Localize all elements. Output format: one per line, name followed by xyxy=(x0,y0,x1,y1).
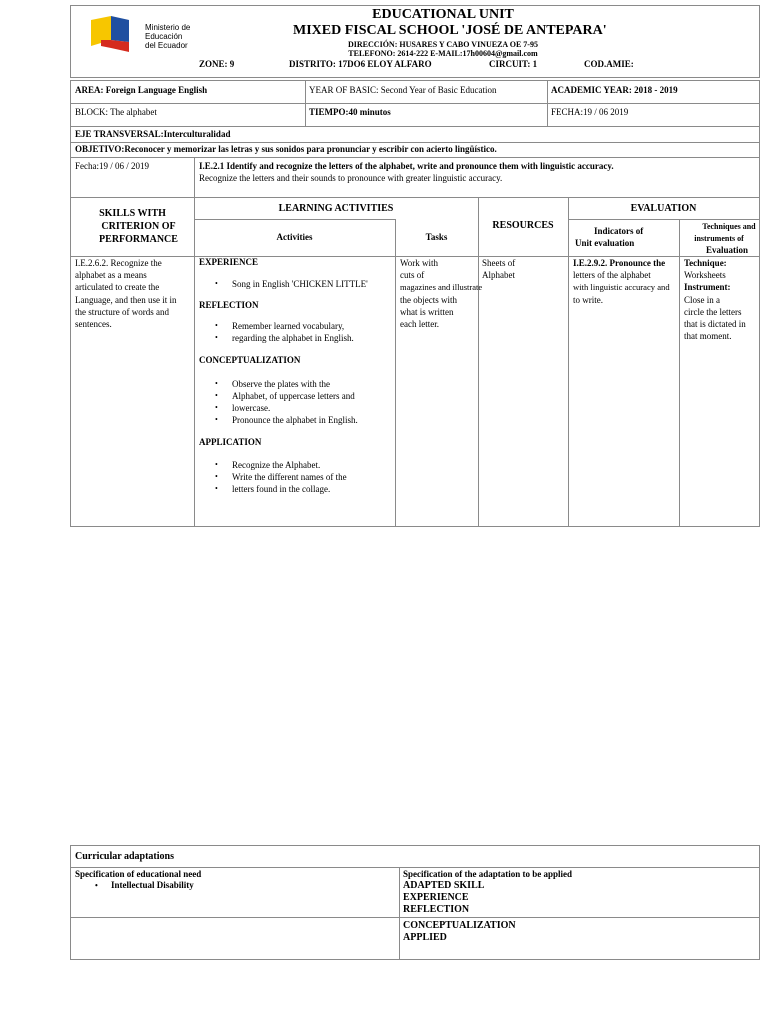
evaluation-header: EVALUATION xyxy=(630,203,697,214)
header-box xyxy=(70,5,760,78)
year-of-basic: YEAR OF BASIC: Second Year of Basic Education xyxy=(309,85,497,95)
school-title-2: MIXED FISCAL SCHOOL 'JOSÉ DE ANTEPARA' xyxy=(293,23,607,38)
school-address: DIRECCIÓN: HUSARES Y CABO VINUEZA OE 7-95 xyxy=(348,40,538,49)
resources-header: RESOURCES xyxy=(492,220,554,231)
district-label: DISTRITO: 17DO6 ELOY ALFARO xyxy=(289,59,432,69)
skills-header-3: PERFORMANCE xyxy=(99,234,178,245)
indicators-header-1: Indicators of xyxy=(594,226,644,236)
zone-label: ZONE: 9 xyxy=(199,59,235,69)
list-item-continuation: • Alphabet, of uppercase letters and xyxy=(199,390,395,402)
spec-header: Specification of the adaptation to be applied xyxy=(403,869,573,879)
conceptualization-title: CONCEPTUALIZATION xyxy=(199,355,301,365)
indicators-text: I.E.2.9.2. Pronounce the letters of the alphabet with linguistic accuracy and to write. xyxy=(573,258,670,305)
list-item-continuation: • lowercase. xyxy=(199,402,395,414)
list-item: • Remember learned vocabulary, xyxy=(199,320,395,332)
application-list xyxy=(199,459,395,495)
codamie-label: COD.AMIE: xyxy=(584,59,634,69)
tasks-header: Tasks xyxy=(425,232,448,242)
list-item: • Recognize the Alphabet. xyxy=(199,459,395,471)
indicators-header-2: Unit evaluation xyxy=(575,238,635,248)
area-label: AREA: Foreign Language English xyxy=(75,85,208,95)
list-item-continuation: • regarding the alphabet in English. xyxy=(199,332,395,344)
list-item: • Song in English 'CHICKEN LITTLE' xyxy=(199,278,395,290)
logo-text-1: Ministerio de xyxy=(145,23,191,32)
circuit-label: CIRCUIT: 1 xyxy=(489,59,538,69)
techniques-header-2: instruments of xyxy=(694,234,744,243)
list-item-continuation: • letters found in the collage. xyxy=(199,483,395,495)
school-phone: TELEFONO: 2614-222 E-MAIL:17h00604@gmail.com xyxy=(348,49,538,58)
list-item: • Observe the plates with the xyxy=(199,378,395,390)
list-item: • Write the different names of the xyxy=(199,471,395,483)
planning-table xyxy=(70,197,760,527)
academic-year: ACADEMIC YEAR: 2018 - 2019 xyxy=(551,85,678,95)
reflection-title: REFLECTION xyxy=(199,300,259,310)
info-table xyxy=(70,80,760,198)
fecha-top: FECHA:19 / 06 2019 xyxy=(551,107,629,117)
fecha-left: Fecha:19 / 06 / 2019 xyxy=(75,161,149,171)
ministry-logo xyxy=(89,16,149,54)
need-header: Specification of educational need xyxy=(75,869,202,879)
tasks-text: Work with cuts of magazines and illustrate the objects with what is written each letter. xyxy=(400,258,483,330)
adaptations-table xyxy=(70,845,760,960)
application-title: APPLICATION xyxy=(199,437,262,447)
conceptualization-list xyxy=(199,378,395,426)
spec-lines-2: CONCEPTUALIZATION APPLIED xyxy=(403,920,516,943)
learning-activities-header: LEARNING ACTIVITIES xyxy=(278,203,394,214)
logo-text-2: Educación xyxy=(145,32,183,41)
experience-list xyxy=(199,278,395,290)
activities-cell xyxy=(199,257,395,495)
techniques-header-1: Techniques and xyxy=(702,222,756,231)
skills-text: I.E.2.6.2. Recognize the alphabet as a means articulated to create the Language, and then use it in the structure of words and sentences. xyxy=(75,258,177,330)
block-label: BLOCK: The alphabet xyxy=(75,107,157,117)
resources-text: Sheets of Alphabet xyxy=(482,258,516,281)
objetivo: OBJETIVO:Reconocer y memorizar las letras y sus sonidos para pronunciar y escribir con acierto lingüístico. xyxy=(75,144,497,154)
adaptations-title: Curricular adaptations xyxy=(75,851,174,862)
need-list xyxy=(75,880,194,891)
activities-header: Activities xyxy=(276,232,313,242)
logo-text-3: del Ecuador xyxy=(145,41,188,50)
skills-header-2: CRITERION OF xyxy=(101,221,176,232)
list-item: • Pronounce the alphabet in English. xyxy=(199,414,395,426)
school-title-1: EDUCATIONAL UNIT xyxy=(372,7,514,22)
eje-transversal: EJE TRANSVERSAL:Interculturalidad xyxy=(75,129,231,139)
ecuador-flag-icon xyxy=(89,16,149,54)
ie-line-1: I.E.2.1 Identify and recognize the letters of the alphabet, write and pronounce them with linguistic accuracy. xyxy=(199,161,614,171)
techniques-header-3: Evaluation xyxy=(705,245,748,255)
skills-header-1: SKILLS WITH xyxy=(99,208,166,219)
tiempo-label: TIEMPO:40 minutos xyxy=(309,107,391,117)
ie-line-2: Recognize the letters and their sounds to pronounce with greater linguistic accuracy. xyxy=(199,173,503,183)
list-item: • Intellectual Disability xyxy=(75,880,194,891)
reflection-list xyxy=(199,320,395,344)
experience-title: EXPERIENCE xyxy=(199,257,259,267)
techniques-text: Technique: Worksheets Instrument: Close in a circle the letters that is dictated in that moment. xyxy=(684,258,746,342)
spec-lines: ADAPTED SKILL EXPERIENCE REFLECTION xyxy=(403,880,485,915)
